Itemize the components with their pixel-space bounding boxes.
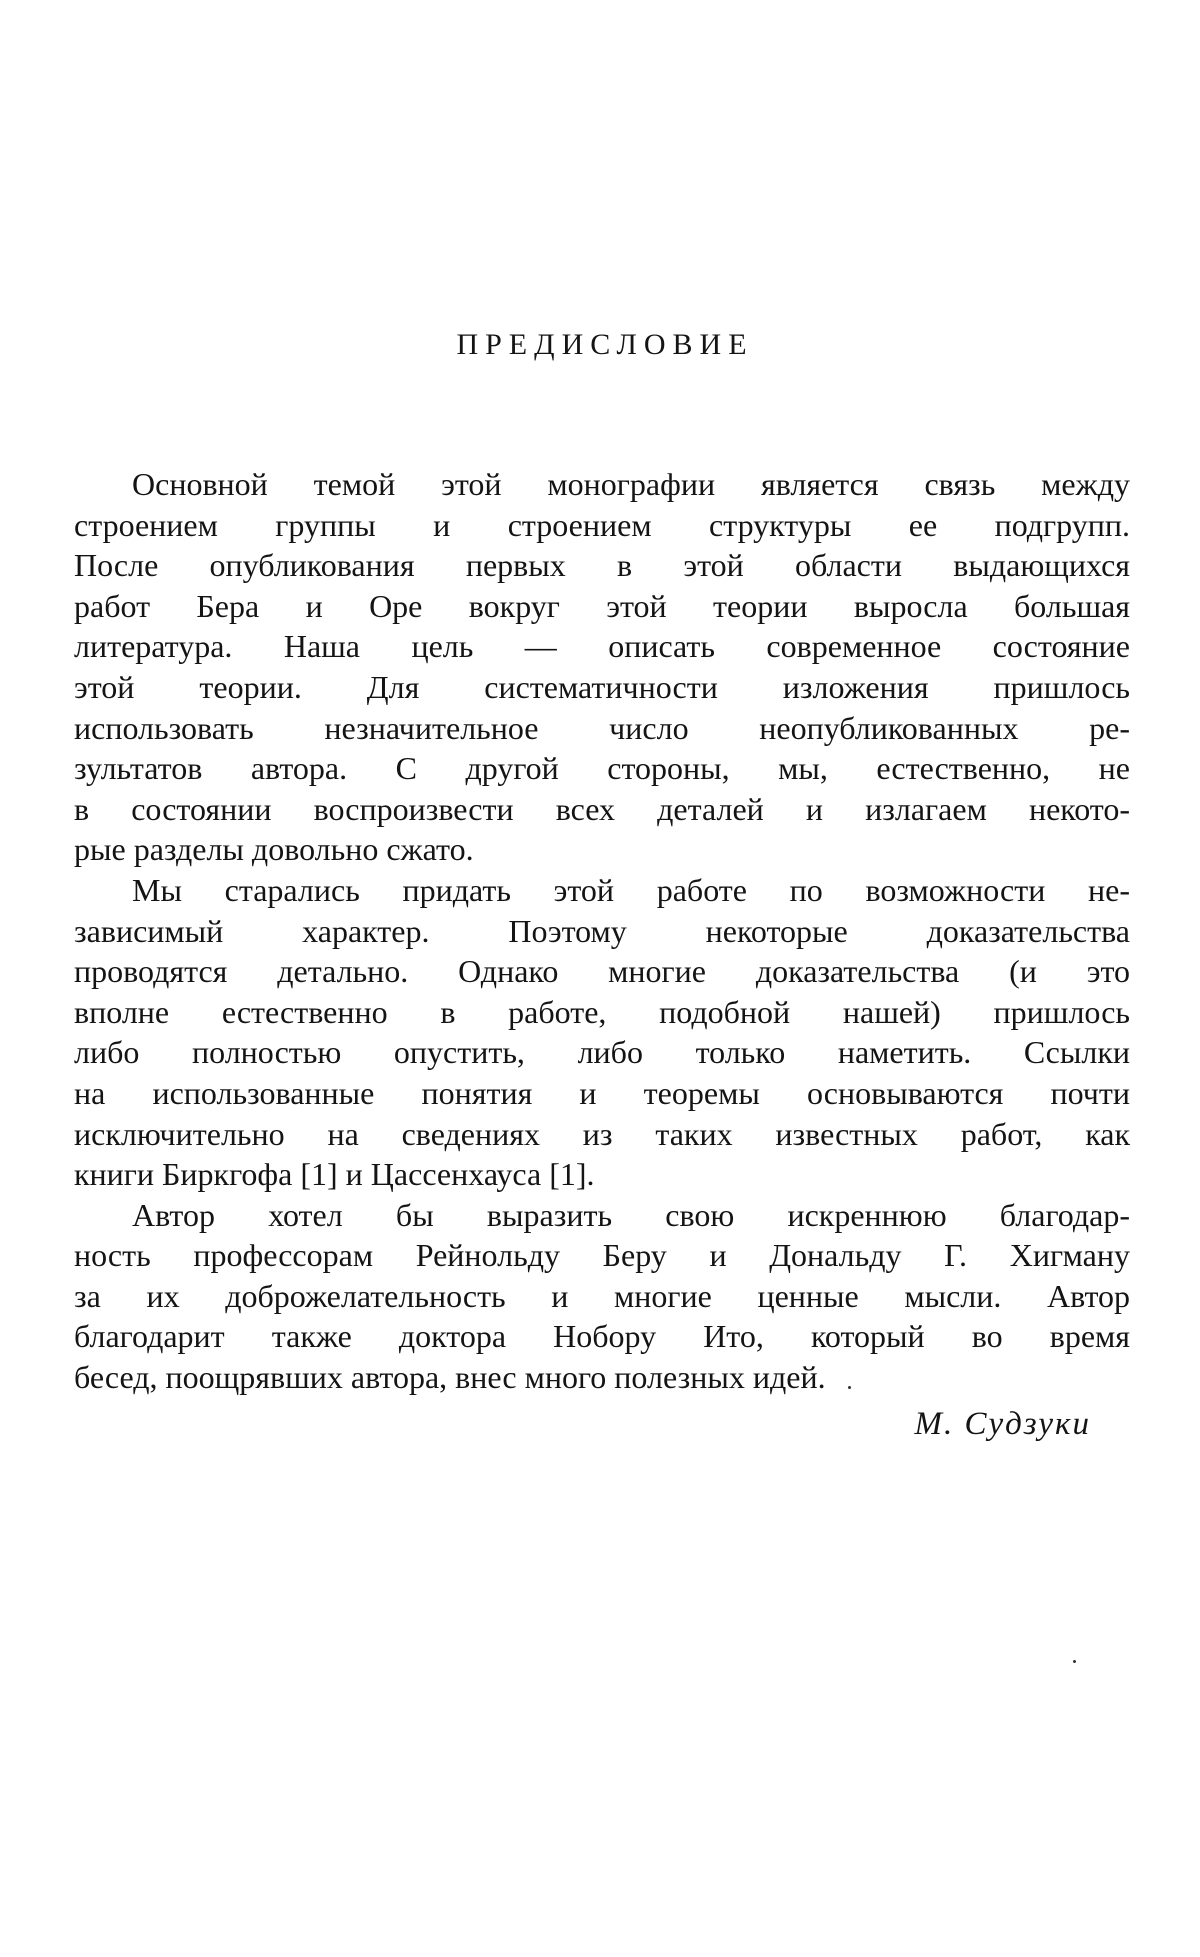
text-line: за их доброжелательность и многие ценные мысли. Автор bbox=[74, 1277, 1130, 1314]
paragraph-2 bbox=[74, 870, 1130, 1195]
text-line: Автор хотел бы выразить свою искреннюю благодар- bbox=[132, 1196, 1130, 1233]
preface-body bbox=[74, 464, 1130, 1398]
text-line: либо полностью опустить, либо только наметить. Ссылки bbox=[74, 1034, 1130, 1071]
text-line: ность профессорам Рейнольду Беру и Дональду Г. Хигману bbox=[74, 1237, 1130, 1274]
scan-speck bbox=[848, 1386, 851, 1389]
text-line: на использованные понятия и теоремы основываются почти bbox=[74, 1074, 1130, 1111]
text-line: работ Бера и Оре вокруг этой теории выросла большая bbox=[74, 587, 1130, 624]
text-line: исключительно на сведениях из таких известных работ, как bbox=[74, 1115, 1130, 1152]
text-line: зависимый характер. Поэтому некоторые доказательства bbox=[74, 912, 1130, 949]
text-line: бесед, поощрявших автора, внес много полезных идей. bbox=[74, 1359, 826, 1396]
author-signature: М. Судзуки bbox=[914, 1406, 1091, 1442]
text-line: зультатов автора. С другой стороны, мы, естественно, не bbox=[74, 750, 1130, 787]
text-line: благодарит также доктора Нобору Ито, который во время bbox=[74, 1318, 1130, 1355]
text-line: книги Биркгофа [1] и Цассенхауса [1]. bbox=[74, 1156, 595, 1193]
page-heading: ПРЕДИСЛОВИЕ bbox=[456, 328, 754, 361]
text-line: После опубликования первых в этой области выдающихся bbox=[74, 547, 1130, 584]
text-line: рые разделы довольно сжато. bbox=[74, 831, 474, 868]
text-line: Основной темой этой монографии является связь между bbox=[132, 466, 1130, 502]
text-line: литература. Наша цель — описать современное состояние bbox=[74, 628, 1130, 665]
text-line: вполне естественно в работе, подобной нашей) пришлось bbox=[74, 993, 1130, 1030]
paragraph-1 bbox=[74, 464, 1130, 870]
text-line: проводятся детально. Однако многие доказательства (и это bbox=[74, 953, 1130, 990]
text-line: этой теории. Для систематичности изложения пришлось bbox=[74, 668, 1130, 705]
text-line: Мы старались придать этой работе по возможности не- bbox=[132, 871, 1130, 908]
text-line: строением группы и строением структуры ее подгрупп. bbox=[74, 506, 1130, 543]
scan-speck bbox=[1073, 1660, 1076, 1663]
paragraph-3 bbox=[74, 1195, 1130, 1398]
text-line: в состоянии воспроизвести всех деталей и излагаем некото- bbox=[74, 790, 1130, 827]
text-line: использовать незначительное число неопубликованных ре- bbox=[74, 709, 1130, 746]
